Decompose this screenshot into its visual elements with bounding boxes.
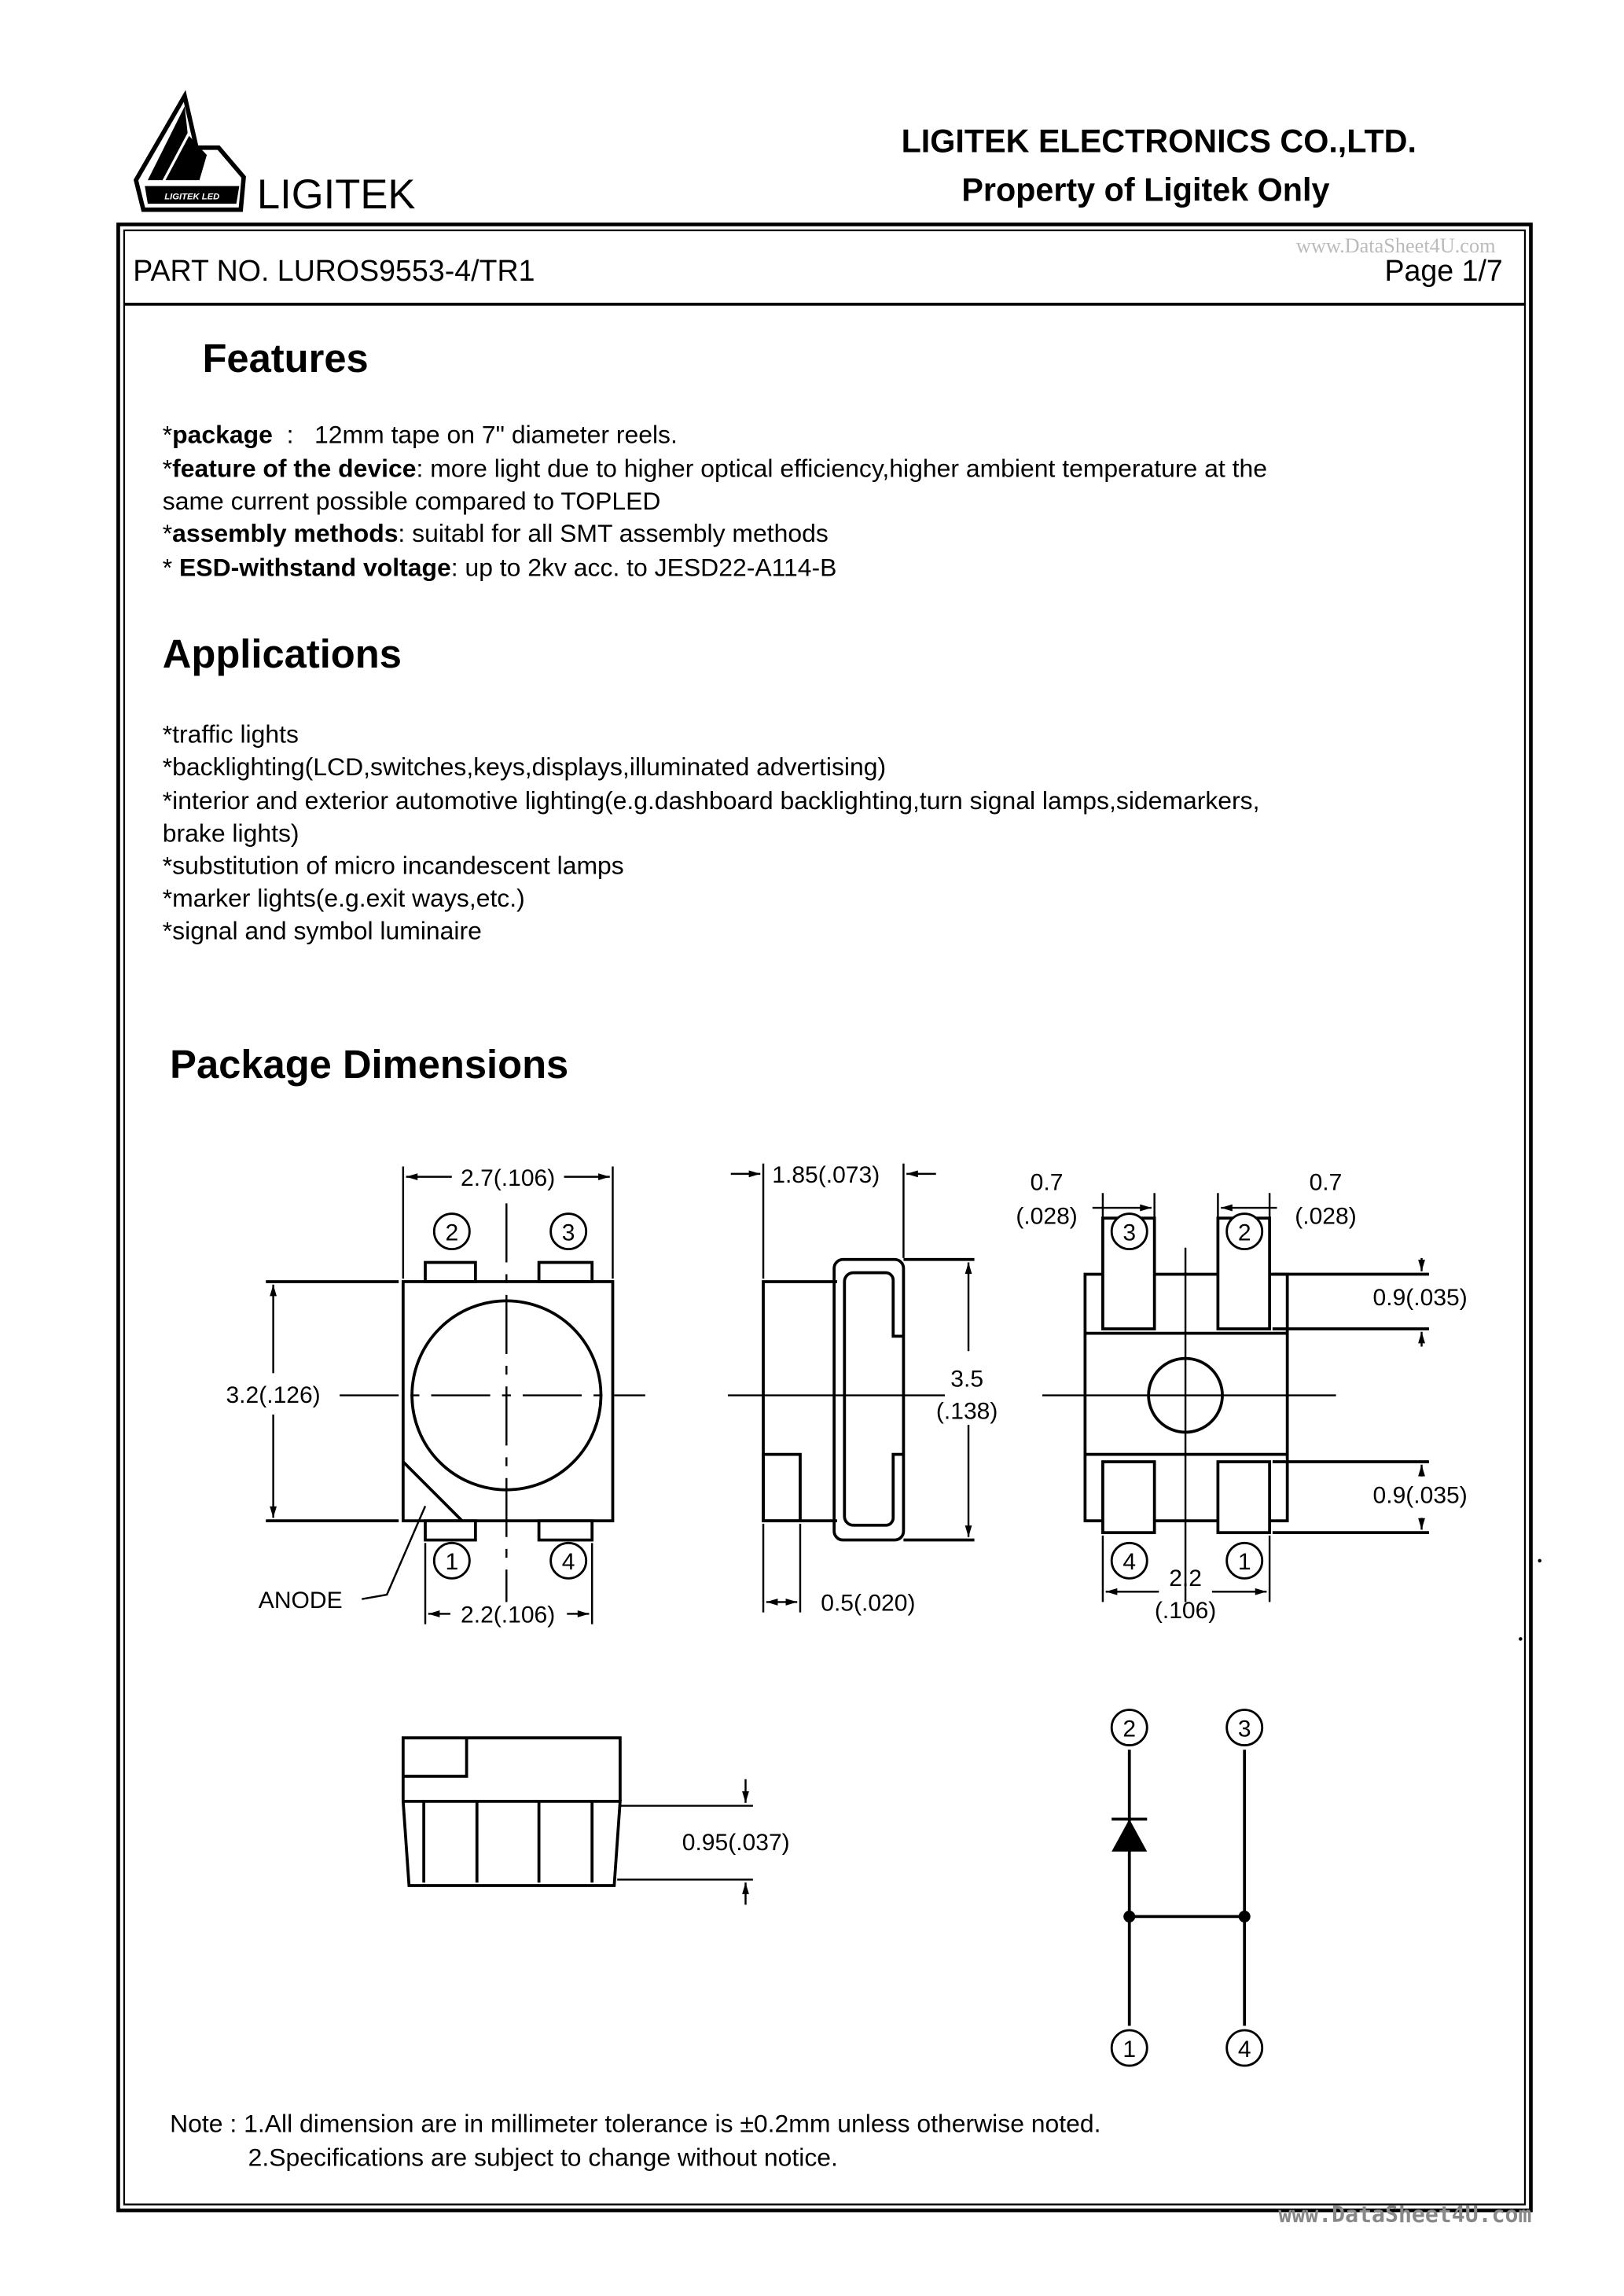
feature-item: *assembly methods: suitabl for all SMT assembly methods (162, 519, 829, 548)
dim-side-height: 3.5 (950, 1366, 984, 1393)
front-view-drawing (226, 1165, 645, 1628)
dim-height: 3.2(.126) (226, 1382, 321, 1408)
svg-text:(.106): (.106) (1154, 1598, 1217, 1624)
note-2: 2.Specifications are subject to change without notice. (248, 2143, 838, 2172)
package-dimensions-heading: Package Dimensions (170, 1041, 569, 1087)
svg-text:4: 4 (1122, 1549, 1137, 1576)
svg-text:(.138): (.138) (935, 1398, 998, 1425)
svg-text:1: 1 (1237, 1549, 1251, 1576)
features-list (163, 420, 1267, 581)
svg-text:3: 3 (1237, 1716, 1251, 1742)
logo-text: LIGITEK (256, 171, 416, 218)
application-item: *traffic lights (162, 719, 299, 749)
svg-text:(.028): (.028) (1016, 1203, 1078, 1230)
application-item: *backlighting(LCD,switches,keys,displays,illuminated advertising) (162, 752, 887, 781)
svg-text:1: 1 (1122, 2036, 1137, 2062)
svg-text:3: 3 (561, 1220, 575, 1246)
applications-list (163, 720, 1260, 945)
circuit-diagram (1111, 1710, 1262, 2066)
svg-text:0.9(.035): 0.9(.035) (1372, 1284, 1468, 1311)
svg-text:2: 2 (445, 1220, 459, 1246)
diode-icon (1111, 1819, 1147, 1851)
application-item: *substitution of micro incandescent lamps (162, 851, 624, 880)
dim-depth: 1.85(.073) (772, 1162, 880, 1189)
note-1: Note : 1.All dimension are in millimeter tolerance is ±0.2mm unless otherwise noted. (170, 2109, 1101, 2138)
feature-item: same current possible compared to TOPLED (162, 486, 661, 515)
anode-label: ANODE (258, 1587, 343, 1613)
feature-item: *feature of the device: more light due to higher optical efficiency,higher ambient temperature at the (162, 454, 1267, 483)
logo-badge: LIGITEK LED (164, 192, 220, 202)
svg-text:4: 4 (1237, 2036, 1251, 2062)
svg-text:4: 4 (561, 1549, 575, 1576)
application-item: *interior and exterior automotive lighting(e.g.dashboard backlighting,turn signal lamps,sidemarkers, (162, 786, 1260, 815)
application-item: *marker lights(e.g.exit ways,etc.) (162, 883, 525, 912)
features-heading: Features (202, 336, 369, 381)
svg-text:3: 3 (1122, 1220, 1137, 1246)
ligitek-logo (136, 96, 244, 210)
page-number: Page 1/7 (1384, 253, 1503, 287)
profile-view-drawing (403, 1738, 790, 1904)
svg-text:2.2: 2.2 (1169, 1565, 1202, 1591)
svg-text:0.7: 0.7 (1309, 1169, 1343, 1196)
property-notice: Property of Ligitek Only (961, 171, 1330, 208)
svg-text:(.028): (.028) (1295, 1203, 1357, 1230)
watermark-bottom: www.DataSheet4U.com (1278, 2202, 1532, 2228)
stray-dot (1519, 1637, 1523, 1641)
company-name: LIGITEK ELECTRONICS CO.,LTD. (901, 123, 1416, 160)
bottom-view-drawing (1016, 1170, 1467, 1624)
svg-text:2: 2 (1237, 1220, 1251, 1246)
dim-pad-span: 2.2(.106) (461, 1602, 556, 1628)
stray-dot (1538, 1559, 1542, 1563)
feature-item: *package : 12mm tape on 7" diameter reels. (162, 420, 678, 449)
svg-text:0.7: 0.7 (1030, 1169, 1064, 1196)
dim-width: 2.7(.106) (461, 1165, 556, 1191)
part-number: PART NO. LUROS9553-4/TR1 (133, 253, 535, 287)
dim-profile-height: 0.95(.037) (682, 1829, 790, 1856)
svg-text:1: 1 (445, 1549, 459, 1576)
application-item: *signal and symbol luminaire (162, 916, 482, 945)
svg-text:2: 2 (1122, 1716, 1137, 1742)
application-item: brake lights) (162, 819, 299, 848)
watermark-top: www.DataSheet4U.com (1295, 234, 1496, 258)
side-view-drawing (728, 1162, 998, 1617)
svg-text:0.9(.035): 0.9(.035) (1372, 1482, 1468, 1509)
dim-step: 0.5(.020) (821, 1590, 916, 1617)
feature-item: * ESD-withstand voltage: up to 2kv acc. to JESD22-A114-B (162, 553, 837, 582)
applications-heading: Applications (162, 631, 402, 676)
